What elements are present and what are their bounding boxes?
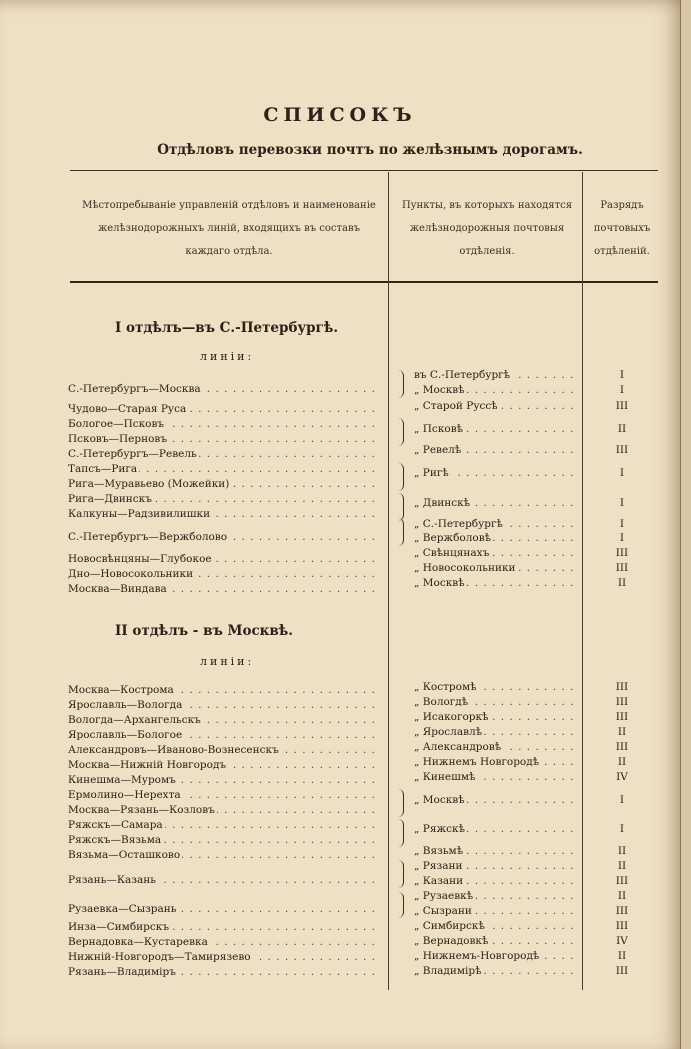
adjacent-page-edge xyxy=(680,0,691,1049)
list-item: „ Исакогоркѣ . . . xyxy=(414,711,576,726)
rank-value: III xyxy=(615,444,629,456)
list-item: Москва—Рязань—Козловъ . . . xyxy=(68,804,378,819)
list-item: „ Казани . . . xyxy=(414,875,576,890)
list-item: Александровъ—Иваново-Вознесенскъ . . . xyxy=(68,744,378,759)
list-item: „ Старой Руссѣ . . . xyxy=(414,400,576,415)
rank-value: III xyxy=(615,681,629,693)
list-item: „ Ревелѣ . . . xyxy=(414,444,576,459)
rank-value: III xyxy=(615,696,629,708)
grouping-brace xyxy=(397,463,404,491)
rank-value: I xyxy=(619,497,625,509)
rank-value: III xyxy=(615,400,629,412)
rank-value: II xyxy=(617,756,627,768)
list-item: Вернадовка—Кустаревка . . . xyxy=(68,936,378,951)
list-item: „ Вержболовѣ . . . xyxy=(414,532,576,547)
rank-value: II xyxy=(617,726,627,738)
rank-value: I xyxy=(619,794,625,806)
section-title: II отдѣлъ - въ Москвѣ. xyxy=(115,623,293,639)
list-item: Новосвѣнцяны—Глубокое . . . xyxy=(68,553,378,568)
list-item: С.-Петербургъ—Вержболово . . . xyxy=(68,531,378,546)
list-item: „ Москвѣ . . . xyxy=(414,794,576,809)
rank-value: II xyxy=(617,890,627,902)
list-item: „ Нижнемъ-Новгородѣ . . . xyxy=(414,950,576,965)
list-item: Москва—Нижній Новгородъ . . . xyxy=(68,759,378,774)
list-item: „ Вернадовкѣ . . . xyxy=(414,935,576,950)
rank-value: III xyxy=(615,905,629,917)
list-item: Чудово—Старая Руса . . . xyxy=(68,403,378,418)
list-item: „ Сызрани . . . xyxy=(414,905,576,920)
grouping-brace xyxy=(397,860,404,888)
list-item: „ Двинскѣ . . . xyxy=(414,497,576,512)
grouping-brace xyxy=(397,789,404,817)
grouping-brace xyxy=(397,493,404,521)
list-item: Ряжскъ—Вязьма . . . xyxy=(68,834,378,849)
list-item: Дно—Новосокольники . . . xyxy=(68,568,378,583)
grouping-brace xyxy=(397,819,404,847)
header-col-rank: Разрядъ почтовыхъ отдѣленій. xyxy=(593,200,651,257)
rank-value: IV xyxy=(616,935,628,947)
list-item: Нижній-Новгородъ—Тамирязево . . . xyxy=(68,951,378,966)
grouping-brace xyxy=(397,370,404,398)
list-item: Ярославль—Бологое . . . xyxy=(68,729,378,744)
list-item: Москва—Виндава . . . xyxy=(68,583,378,598)
rank-value: I xyxy=(619,467,625,479)
list-item: Вологда—Архангельскъ . . . xyxy=(68,714,378,729)
list-item: „ Александровѣ . . . xyxy=(414,741,576,756)
rank-value: I xyxy=(619,369,625,381)
list-item: Калкуны—Радзивилишки . . . xyxy=(68,508,378,523)
list-item: Рига—Двинскъ . . . xyxy=(68,493,378,508)
rank-value: III xyxy=(615,741,629,753)
list-item: Рязань—Владиміръ . . . xyxy=(68,966,378,981)
column-divider-2 xyxy=(582,172,583,990)
rank-value: I xyxy=(619,518,625,530)
list-item: Рига—Муравьево (Можейки) . . . xyxy=(68,478,378,493)
document-subtitle: Отдѣловъ перевозки почтъ по желѣзнымъ дорогамъ. xyxy=(157,142,583,158)
rank-value: III xyxy=(615,711,629,723)
section-subtitle: линіи: xyxy=(200,655,255,668)
grouping-brace xyxy=(397,418,404,446)
header-col-lines: Мѣстопребываніе управленій отдѣловъ и наименованіе желѣзнодорожныхъ линій, входящихъ въ составъ каждаго отдѣла. xyxy=(82,200,376,257)
rank-value: II xyxy=(617,423,627,435)
list-item: „ Рязани . . . xyxy=(414,860,576,875)
list-item: „ Ярославлѣ . . . xyxy=(414,726,576,741)
document-title: СПИСОКЪ xyxy=(263,104,417,126)
list-item: С.-Петербургъ—Москва . . . xyxy=(68,383,378,398)
list-item: Псковъ—Перновъ . . . xyxy=(68,433,378,448)
list-item: Кинешма—Муромъ . . . xyxy=(68,774,378,789)
grouping-brace xyxy=(397,518,404,546)
list-item: Инза—Симбирскъ . . . xyxy=(68,921,378,936)
list-item: „ Владимірѣ . . . xyxy=(414,965,576,980)
rank-value: III xyxy=(615,562,629,574)
column-divider-1 xyxy=(388,172,389,990)
table-top-rule xyxy=(70,170,658,171)
list-item: „ Москвѣ . . . xyxy=(414,384,576,399)
list-item: Ярославль—Вологда . . . xyxy=(68,699,378,714)
rank-value: III xyxy=(615,965,629,977)
list-item: Ермолино—Нерехта . . . xyxy=(68,789,378,804)
list-item: „ Кинешмѣ . . . xyxy=(414,771,576,786)
list-item: „ Псковѣ . . . xyxy=(414,423,576,438)
list-item: „ Новосокольники . . . xyxy=(414,562,576,577)
list-item: Вязьма—Осташково . . . xyxy=(68,849,378,864)
list-item: Ряжскъ—Самара . . . xyxy=(68,819,378,834)
list-item: „ Костромѣ . . . xyxy=(414,681,576,696)
rank-value: III xyxy=(615,875,629,887)
rank-value: I xyxy=(619,384,625,396)
list-item: Бологое—Псковъ . . . xyxy=(68,418,378,433)
section-subtitle: линіи: xyxy=(200,350,255,363)
rank-value: II xyxy=(617,845,627,857)
rank-value: II xyxy=(617,860,627,872)
rank-value: I xyxy=(619,823,625,835)
list-item: С.-Петербургъ—Ревель . . . xyxy=(68,448,378,463)
section-title: I отдѣлъ—въ С.-Петербургѣ. xyxy=(115,320,339,336)
rank-value: III xyxy=(615,547,629,559)
list-item: „ Вязьмѣ . . . xyxy=(414,845,576,860)
list-item: „ Симбирскѣ . . . xyxy=(414,920,576,935)
list-item: „ Свѣнцянахъ . . . xyxy=(414,547,576,562)
rank-value: IV xyxy=(616,771,628,783)
list-item: „ Ряжскѣ . . . xyxy=(414,823,576,838)
rank-value: I xyxy=(619,532,625,544)
rank-value: II xyxy=(617,950,627,962)
list-item: „ С.-Петербургѣ . . . xyxy=(414,518,576,533)
rank-value: II xyxy=(617,577,627,589)
list-item: „ Вологдѣ . . . xyxy=(414,696,576,711)
list-item: Рязань—Казань . . . xyxy=(68,874,378,889)
grouping-brace xyxy=(397,892,404,918)
list-item: „ Рузаевкѣ . . . xyxy=(414,890,576,905)
header-col-points: Пункты, въ которыхъ находятся желѣзнодорожныя почтовыя отдѣленія. xyxy=(401,200,573,257)
list-item: „ Нижнемъ Новгородѣ . . . xyxy=(414,756,576,771)
list-item: въ С.-Петербургѣ . . . xyxy=(414,369,576,384)
list-item: Рузаевка—Сызрань . . . xyxy=(68,903,378,918)
list-item: Тапсъ—Рига . . . xyxy=(68,463,378,478)
rank-value: III xyxy=(615,920,629,932)
table-header-rule xyxy=(70,281,658,283)
list-item: „ Москвѣ . . . xyxy=(414,577,576,592)
list-item: Москва—Кострома . . . xyxy=(68,684,378,699)
list-item: „ Ригѣ . . . xyxy=(414,467,576,482)
